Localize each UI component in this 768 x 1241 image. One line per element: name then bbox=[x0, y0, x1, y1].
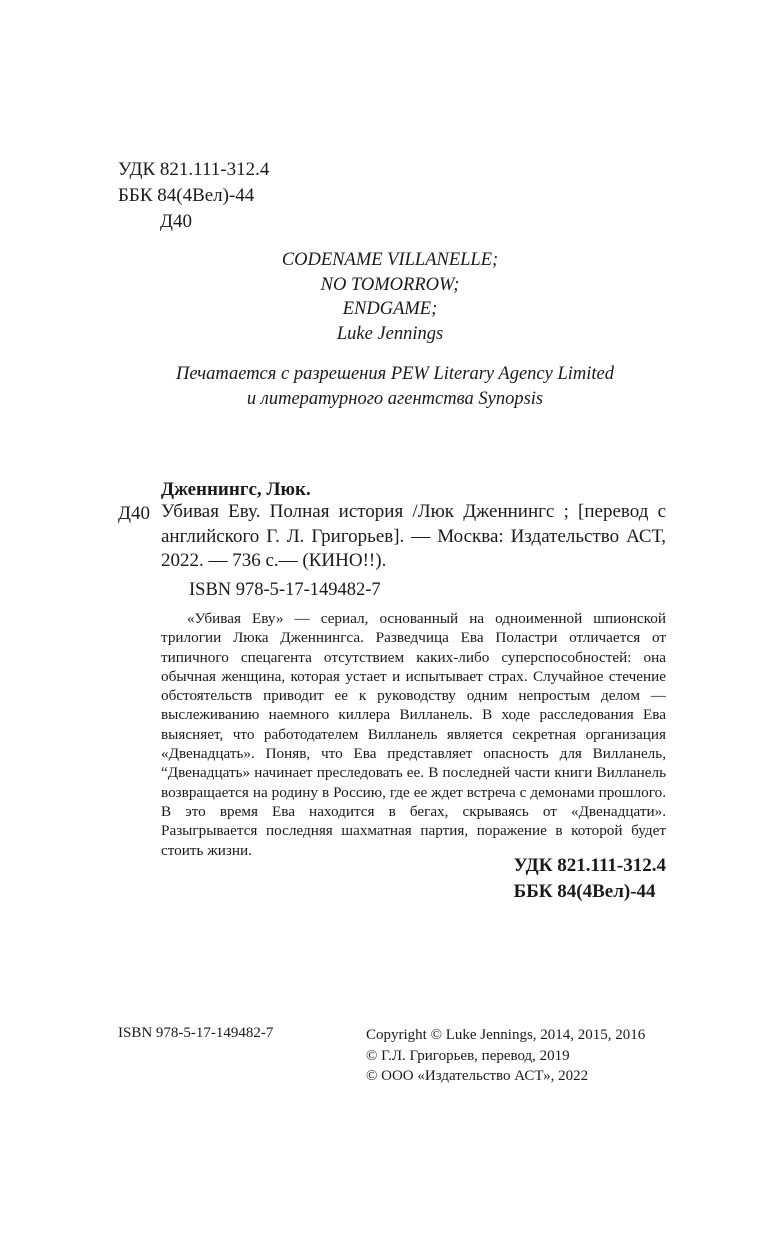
copyright-line-2: © Г.Л. Григорьев, перевод, 2019 bbox=[366, 1047, 570, 1064]
permission-note bbox=[100, 362, 690, 412]
copyright-block bbox=[366, 1025, 645, 1087]
original-title-3: ENDGAME; bbox=[342, 299, 438, 319]
footer-isbn: ISBN 978-5-17-149482-7 bbox=[118, 1025, 274, 1041]
permission-line-2: и литературного агентства Synopsis bbox=[246, 389, 544, 409]
annotation: «Убивая Еву» — сериал, основанный на одноименной шпионской трилогии Люка Дженнингса. Разведчица Ева Поластри отличается от типичного спецагента отсутствием каких-либо суперспособностей: она обычная женщина, которая устает и испытывает страх. Случайное стечение обстоятельств приводит ее к руководству одним непростым делом — выслеживанию наемного киллера Вилланель. В ходе расследования Ева выясняет, что работодателем Вилланель является секретная организация «Двенадцать». Поняв, что Ева представляет опасность для Вилланель, “Двенадцать» начинает преследовать ее. В последней части книги Вилланель возвращается на родину в Россию, где ее ждет встреча с демонами прошлого. В это время Ева находится в бегах, скрываясь от «Двенадцати». Разыгрывается последняя шахматная партия, поражение в которой будет стоить жизни. bbox=[161, 610, 666, 859]
bbk-code-bold: ББК 84(4Вел)-44 bbox=[513, 881, 656, 902]
bib-author: Дженнингс, Люк. bbox=[161, 479, 311, 500]
classification-bold bbox=[514, 853, 666, 905]
bib-description: Убивая Еву. Полная история /Люк Дженнингс ; [перевод с английского Г. Л. Григорьев]. — Москва: Издательство АСТ, 2022. — 736 с.— (КИНО!!). bbox=[161, 501, 666, 571]
bbk-code: ББК 84(4Вел)-44 bbox=[118, 185, 255, 206]
permission-line-1: Печатается с разрешения PEW Literary Agency Limited bbox=[175, 364, 614, 384]
author-mark: Д40 bbox=[160, 211, 192, 232]
bib-author-mark: Д40 bbox=[118, 503, 150, 524]
copyright-line-1: Copyright © Luke Jennings, 2014, 2015, 2016 bbox=[366, 1027, 646, 1043]
original-titles bbox=[160, 248, 620, 346]
original-author: Luke Jennings bbox=[336, 323, 444, 344]
bib-isbn: ISBN 978-5-17-149482-7 bbox=[189, 580, 381, 600]
original-title-1: CODENAME VILLANELLE; bbox=[281, 250, 499, 270]
udk-code: УДК 821.111-312.4 bbox=[118, 159, 270, 180]
classification-header bbox=[118, 157, 269, 235]
original-title-2: NO TOMORROW; bbox=[320, 274, 460, 295]
copyright-line-3: © ООО «Издательство АСТ», 2022 bbox=[366, 1068, 589, 1084]
udk-code-bold: УДК 821.111-312.4 bbox=[513, 855, 666, 876]
